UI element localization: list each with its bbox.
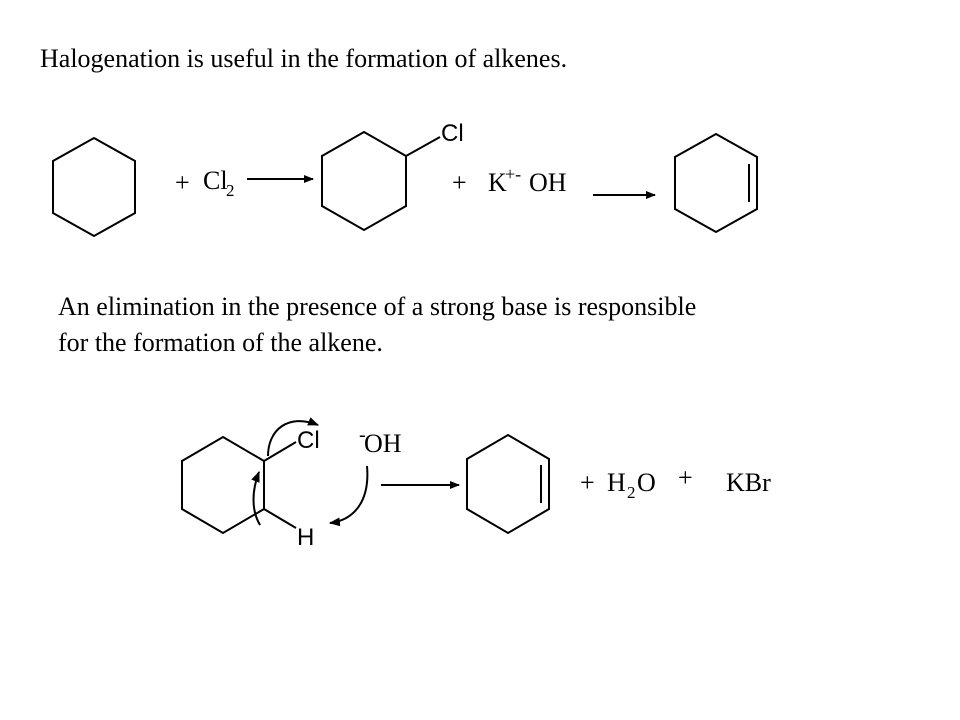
ion-charges: +- [505,164,522,184]
plus-sign: + [452,168,467,197]
mechanism-product-ring [467,435,549,533]
negative-charge: - [359,424,366,446]
cyclohexane-ring [53,138,135,236]
plus-sign: + [175,168,190,197]
curved-arrow-ch-to-double-bond [254,472,261,525]
plus-sign: + [580,468,595,497]
water-subscript: 2 [627,483,636,502]
chlorine-atom-label: Cl [297,427,320,454]
cyclohexene-ring [675,134,757,232]
hydroxide-label: OH [364,429,402,458]
explanation-line-2: for the formation of the alkene. [58,328,383,357]
chlorine-reagent: Cl [203,166,228,195]
hydrogen-atom-label: H [297,524,315,551]
chlorocyclohexane-ring [322,132,406,230]
water-oxygen: O [637,468,656,497]
potassium-label: K [488,168,507,197]
plus-sign: + [678,463,693,492]
hydroxide-label: OH [529,168,567,197]
curved-arrow-hydroxide-to-h [330,466,367,523]
c-h-bond-mechanism [264,509,296,528]
chlorine-subscript: 2 [226,181,235,200]
chlorine-atom-label: Cl [441,120,464,147]
water-hydrogen: H [607,468,626,497]
potassium-bromide-label: KBr [726,468,771,497]
slide-title: Halogenation is useful in the formation of alkenes. [40,44,568,73]
mechanism-ring [182,437,264,533]
explanation-line-1: An elimination in the presence of a strong base is responsible [58,292,697,321]
c-cl-bond [406,137,440,156]
